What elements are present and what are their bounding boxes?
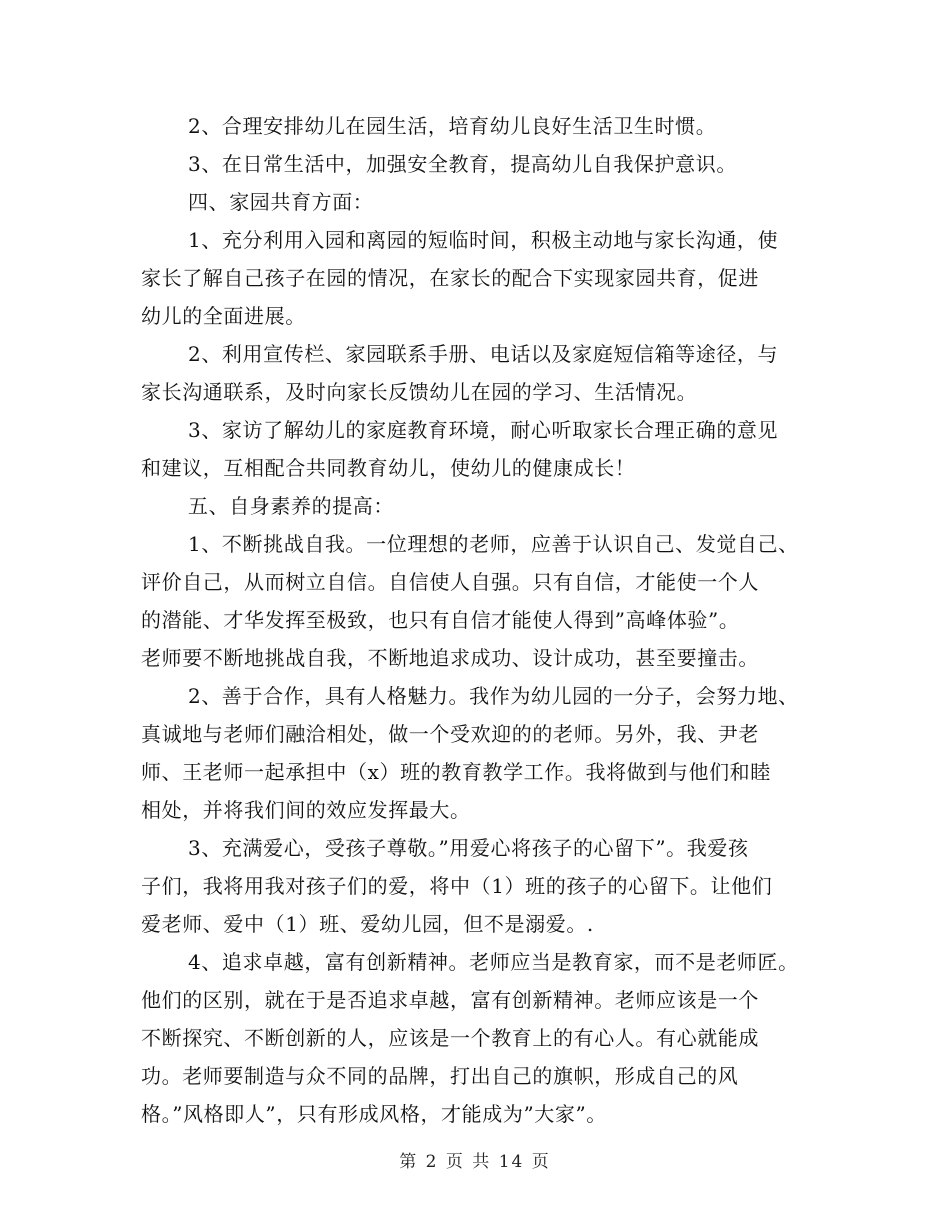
text-line: 3、充满爱心，受孩子尊敬。”用爱心将孩子的心留下”。我爱孩 bbox=[188, 836, 749, 860]
text-line: 4、追求卓越，富有创新精神。老师应当是教育家，而不是老师匠。 bbox=[188, 950, 799, 974]
text-line: 子们，我将用我对孩子们的爱，将中（1）班的孩子的心留下。让他们 bbox=[141, 874, 773, 898]
text-line: 评价自己，从而树立自信。自信使人自强。只有自信，才能使一个人 bbox=[141, 570, 759, 594]
text-line: 功。老师要制造与众不同的品牌，打出自己的旗帜，形成自己的风 bbox=[141, 1064, 739, 1088]
text-line: 2、利用宣传栏、家园联系手册、电话以及家庭短信箱等途径，与 bbox=[188, 342, 779, 366]
text-line: 3、在日常生活中，加强安全教育，提高幼儿自我保护意识。 bbox=[188, 152, 737, 176]
text-line: 师、王老师一起承担中（x）班的教育教学工作。我将做到与他们和睦 bbox=[141, 760, 771, 784]
text-line: 家长了解自己孩子在园的情况，在家长的配合下实现家园共育，促进 bbox=[141, 266, 759, 290]
text-line: 的潜能、才华发挥至极致，也只有自信才能使人得到”高峰体验”。 bbox=[141, 608, 740, 632]
text-line: 老师要不断地挑战自我，不断地追求成功、设计成功，甚至要撞击。 bbox=[141, 646, 759, 670]
text-line: 相处，并将我们间的效应发挥最大。 bbox=[141, 798, 471, 822]
section-heading-self-improvement: 五、自身素养的提高： bbox=[188, 494, 394, 518]
text-line: 和建议，互相配合共同教育幼儿，使幼儿的健康成长！ bbox=[141, 456, 636, 480]
text-line: 1、不断挑战自我。一位理想的老师，应善于认识自己、发觉自己、 bbox=[188, 532, 799, 556]
page-number-footer: 第 2 页 共 14 页 bbox=[399, 1152, 551, 1172]
text-line: 2、合理安排幼儿在园生活，培育幼儿良好生活卫生时惯。 bbox=[188, 114, 717, 138]
text-line: 他们的区别，就在于是否追求卓越，富有创新精神。老师应该是一个 bbox=[141, 988, 759, 1012]
text-line: 3、家访了解幼儿的家庭教育环境，耐心听取家长合理正确的意见 bbox=[188, 418, 779, 442]
text-line: 格。”风格即人”，只有形成风格，才能成为”大家”。 bbox=[141, 1102, 607, 1126]
text-line: 不断探究、不断创新的人，应该是一个教育上的有心人。有心就能成 bbox=[141, 1026, 759, 1050]
text-line: 2、善于合作，具有人格魅力。我作为幼儿园的一分子，会努力地、 bbox=[188, 684, 799, 708]
text-line: 家长沟通联系，及时向家长反馈幼儿在园的学习、生活情况。 bbox=[141, 380, 698, 404]
section-heading-home-school: 四、家园共育方面： bbox=[188, 190, 374, 214]
text-line: 1、充分利用入园和离园的短临时间，积极主动地与家长沟通，使 bbox=[188, 228, 779, 252]
text-line: 爱老师、爱中（1）班、爱幼儿园，但不是溺爱。. bbox=[141, 912, 594, 936]
text-line: 幼儿的全面进展。 bbox=[141, 304, 306, 328]
text-line: 真诚地与老师们融洽相处，做一个受欢迎的的老师。另外，我、尹老 bbox=[141, 722, 759, 746]
